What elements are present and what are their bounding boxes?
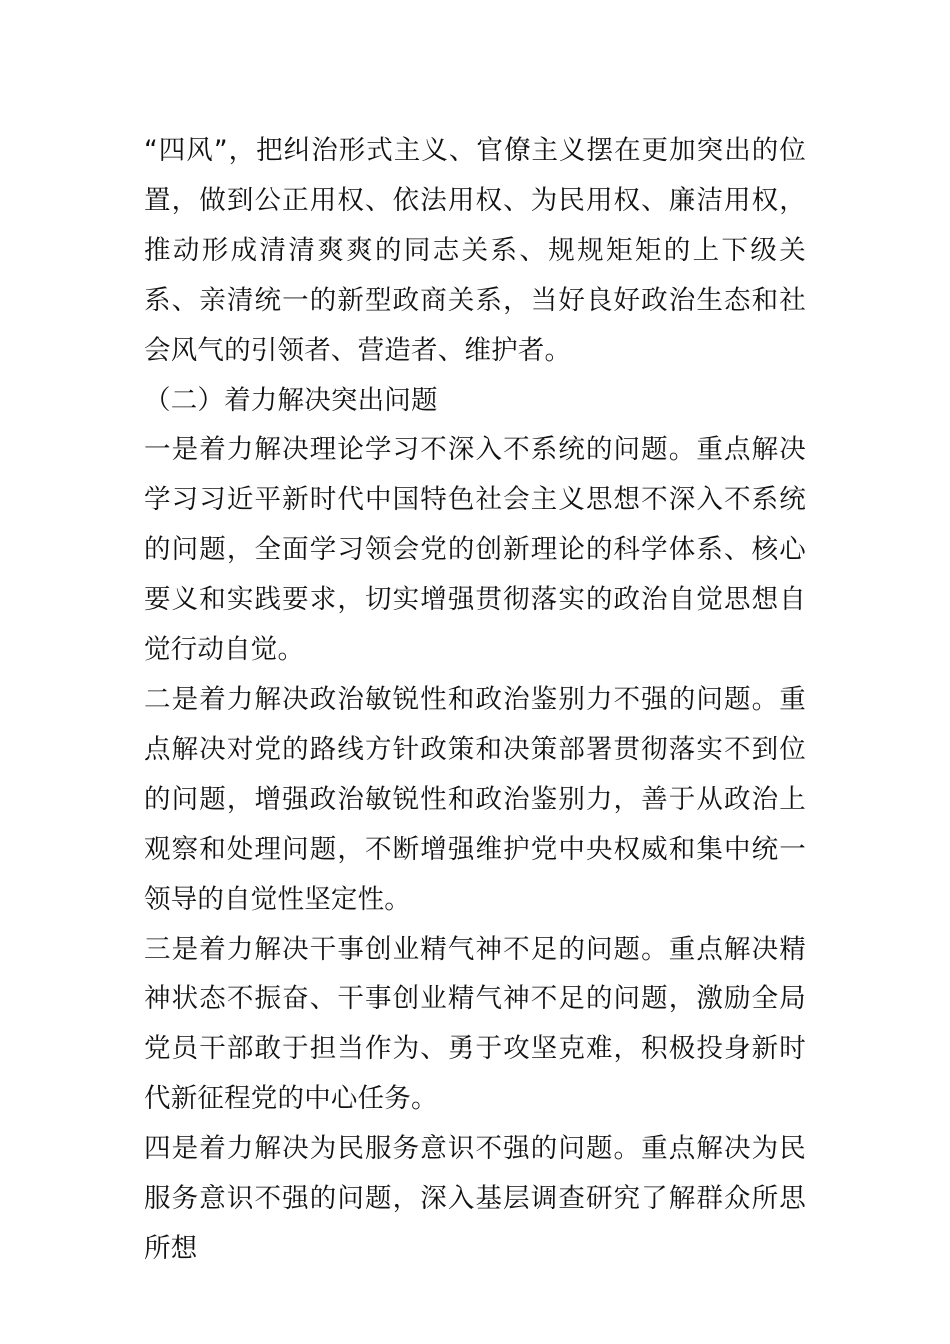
paragraph-continued: “四风”，把纠治形式主义、官僚主义摆在更加突出的位置，做到公正用权、依法用权、为民用权、廉洁用权，推动形成清清爽爽的同志关系、规规矩矩的上下级关系、亲清统一的新型政商关系，当好良好政治生态和社会风气的引领者、营造者、维护者。 xyxy=(144,135,806,366)
paragraph-item-1: 一是着力解决理论学习不深入不系统的问题。重点解决学习习近平新时代中国特色社会主义思想不深入不系统的问题，全面学习领会党的创新理论的科学体系、核心要义和实践要求，切实增强贯彻落实的政治自觉思想自觉行动自觉。 xyxy=(144,434,806,666)
paragraph-item-4: 四是着力解决为民服务意识不强的问题。重点解决为民服务意识不强的问题，深入基层调查研究了解群众所思所想 xyxy=(144,1133,806,1264)
section-heading: （二）着力解决突出问题 xyxy=(144,384,438,416)
paragraph-item-2: 二是着力解决政治敏锐性和政治鉴别力不强的问题。重点解决对党的路线方针政策和决策部署贯彻落实不到位的问题，增强政治敏锐性和政治鉴别力，善于从政治上观察和处理问题，不断增强维护党中央权威和集中统一领导的自觉性坚定性。 xyxy=(144,683,806,915)
document-body xyxy=(144,126,806,1274)
paragraph-item-3: 三是着力解决干事创业精气神不足的问题。重点解决精神状态不振奋、干事创业精气神不足的问题，激励全局党员干部敢于担当作为、勇于攻坚克难，积极投身新时代新征程党的中心任务。 xyxy=(144,933,806,1115)
